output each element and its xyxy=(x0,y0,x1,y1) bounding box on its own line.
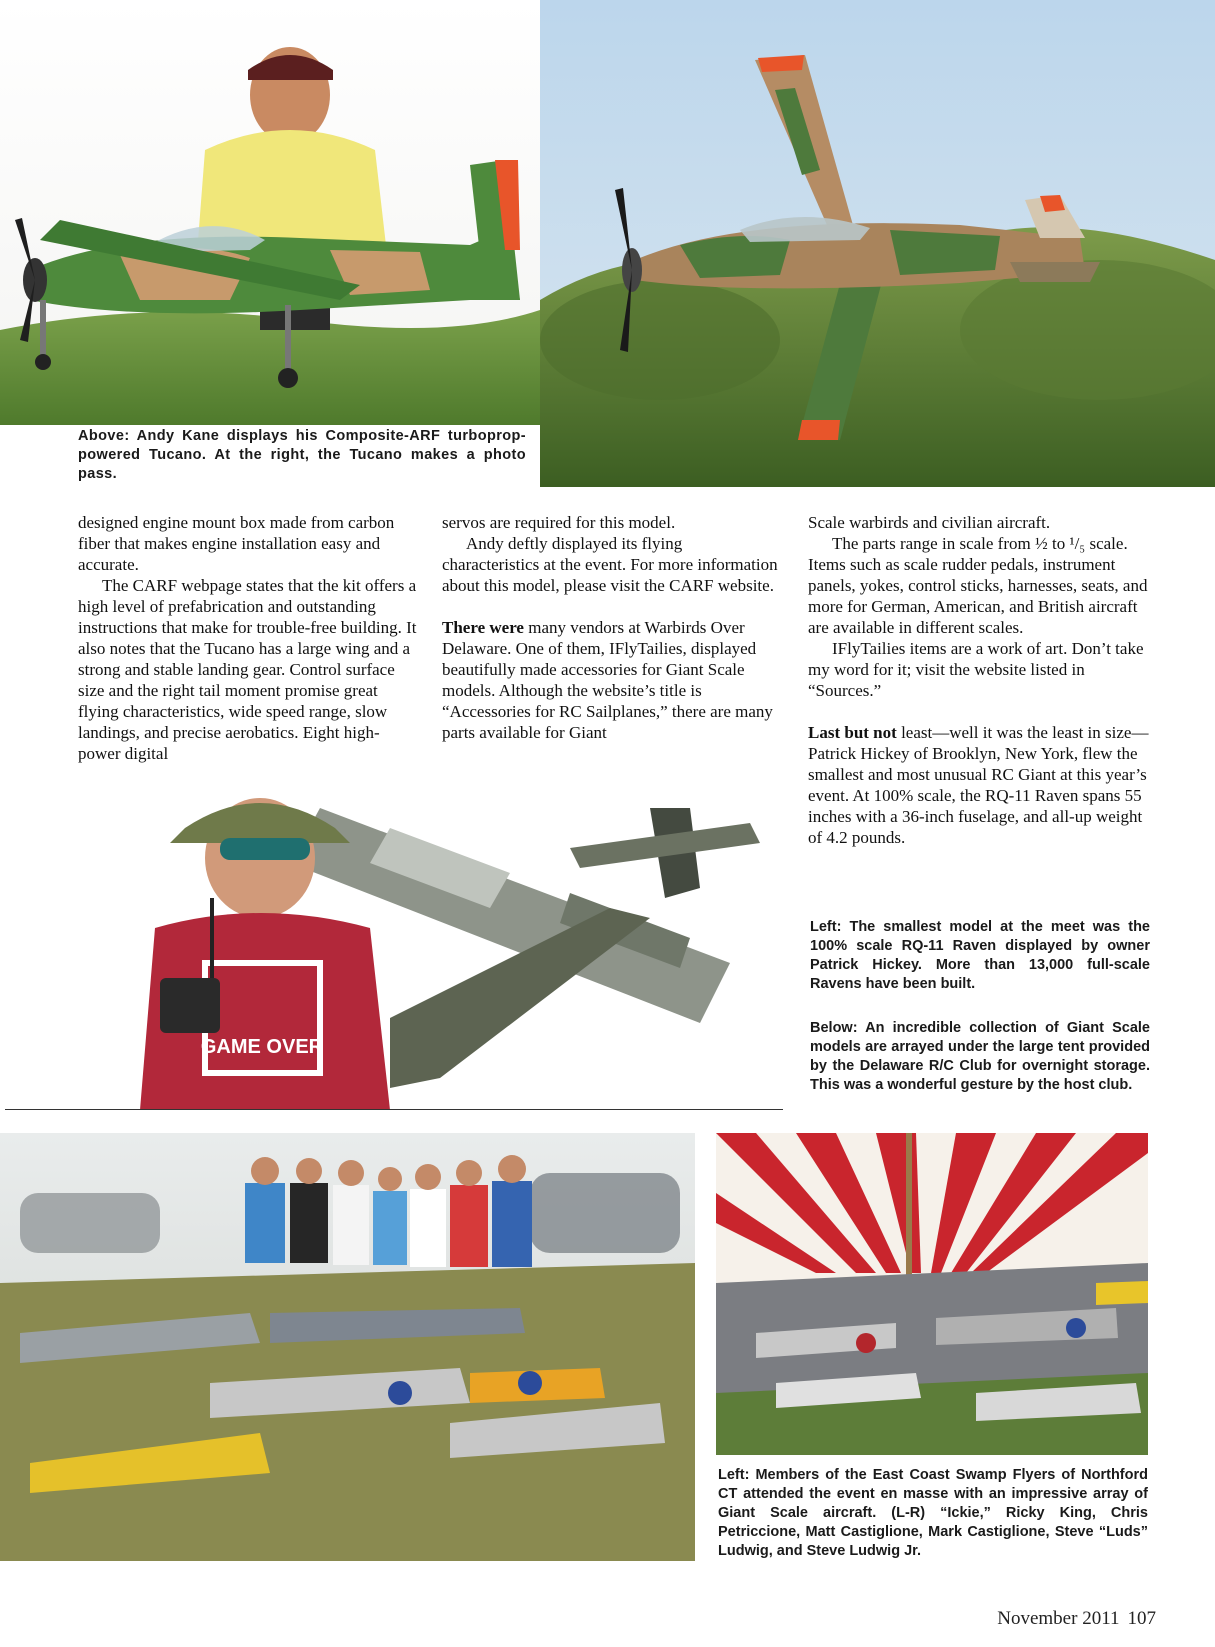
paragraph xyxy=(442,617,782,743)
page-folio xyxy=(966,1608,1156,1630)
tucano-flight-photo xyxy=(540,0,1215,487)
lead-in: Last but not xyxy=(808,723,897,742)
caption-swamp-flyers: Left: Members of the East Coast Swamp Flyers of Northford CT attended the event en masse with an impressive array of Giant Scale aircraft. (L-R) “Ickie,” Ricky King, Chris Petriccione, Matt Castiglione, Mark Castiglione, Steve “Luds” Ludwig, and Steve Ludwig Jr. xyxy=(718,1467,1148,1559)
paragraph-body: many vendors at Warbirds Over Delaware. One of them, IFlyTailies, displayed beautifully made accessories for Giant Scale models. Although the website’s title is “Accessories for RC Sailplanes,” there are many parts available for Giant xyxy=(442,618,773,742)
text-column-2 xyxy=(442,512,782,743)
issue-date: November 2011 xyxy=(997,1608,1120,1629)
paragraph-body: The parts range in scale from xyxy=(832,534,1035,553)
caption-tent: Below: An incredible collection of Giant Scale models are arrayed under the large tent provided by the Delaware R/C Club for overnight storage. This was a wonderful gesture by the host club. xyxy=(810,1020,1150,1093)
tucano-ground-photo xyxy=(0,0,540,425)
paragraph: The CARF webpage states that the kit offers a high level of prefabrication and outstanding instructions that make for trouble-free building. It also notes that the Tucano has a large wing and a strong and stable landing gear. Control surface size and the right tail moment promise great flying characteristics, wide speed range, slow landings, and precise aerobatics. Eight high-power digital xyxy=(78,576,417,763)
paragraph: Scale warbirds and civilian aircraft. xyxy=(808,513,1051,532)
paragraph: designed engine mount box made from carbon fiber that makes engine installation easy and accurate. xyxy=(78,513,395,574)
text-column-3 xyxy=(808,512,1153,848)
caption-raven: Left: The smallest model at the meet was the 100% scale RQ-11 Raven displayed by owner Patrick Hickey. More than 13,000 full-scale Ravens have been built. xyxy=(810,919,1150,992)
swamp-flyers-group-photo xyxy=(0,1133,695,1561)
fraction: ½ xyxy=(1034,534,1048,553)
paragraph-body: scale. Items such as scale rudder pedals, instrument panels, yokes, control sticks, harnesses, seats, and more for German, American, and British aircraft are available in different scales. xyxy=(808,534,1148,637)
text-column-1 xyxy=(78,512,418,764)
paragraph: Andy deftly displayed its flying characteristics at the event. For more information about this model, please visit the CARF website. xyxy=(442,534,778,595)
raven-pilot-photo xyxy=(90,788,800,1110)
lead-in: There were xyxy=(442,618,524,637)
paragraph: servos are required for this model. xyxy=(442,513,676,532)
paragraph xyxy=(808,722,1153,848)
paragraph-body: least—well it was the least in size—Patrick Hickey of Brooklyn, New York, flew the smallest and most unusual RC Giant at this year’s event. At 100% scale, the RQ-11 Raven spans 55 inches with a 36-inch fuselage, and all-up weight of 4.2 pounds. xyxy=(808,723,1149,847)
fraction: ¹/₅ xyxy=(1069,534,1086,553)
paragraph: IFlyTailies items are a work of art. Don’t take my word for it; visit the website listed in “Sources.” xyxy=(808,639,1144,700)
caption-tucano: Above: Andy Kane displays his Composite-ARF turboprop-powered Tucano. At the right, the Tucano makes a photo pass. xyxy=(78,428,526,482)
divider-rule xyxy=(5,1109,783,1110)
tent-storage-photo xyxy=(716,1133,1148,1455)
paragraph xyxy=(808,533,1153,638)
paragraph-body: to xyxy=(1047,534,1070,553)
page-number: 107 xyxy=(1127,1608,1156,1629)
shirt-text: GAME OVER xyxy=(200,1036,324,1058)
